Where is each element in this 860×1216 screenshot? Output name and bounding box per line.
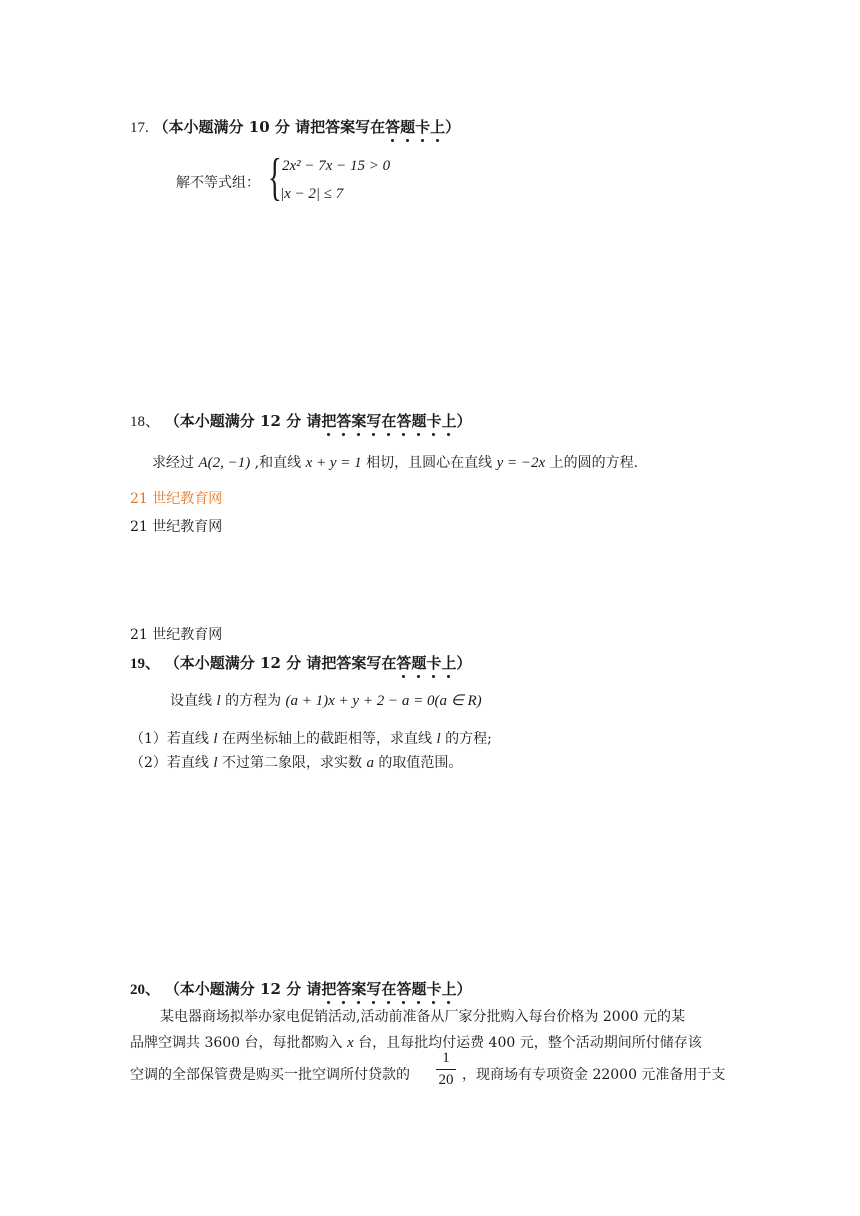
q18-tangent-line: x + y = 1 — [305, 455, 362, 471]
q20-header-suffix: ） — [456, 980, 472, 998]
q18-text: 上的圆的方程. — [545, 455, 639, 471]
q19-part-label: （2） — [130, 755, 167, 771]
system-brace: { — [268, 149, 282, 206]
q20-line-2 — [130, 1032, 702, 1052]
q20-line-3a: 空调的全部保管费是购买一批空调所付贷款的 — [130, 1067, 410, 1083]
q18-text: 求经过 — [152, 455, 199, 471]
q18-header — [130, 410, 472, 431]
q20-line-3b: ，现商场有专项资金 22000 元准备用于支 — [462, 1067, 726, 1083]
q17-dotted-char: 题 — [400, 118, 416, 136]
q20-instr-plain: 请 — [306, 980, 322, 998]
q20-dotted-char: 题 — [411, 980, 427, 998]
q18-text: 相切，且圆心在直线 — [361, 455, 497, 471]
q19-text: 的取值范围。 — [373, 755, 463, 771]
q17-header-prefix: （本小题满分 10 分 — [153, 118, 296, 136]
q18-text: ,和直线 — [250, 455, 306, 471]
q17-header — [130, 116, 460, 137]
q19-line-equation: (a + 1)x + y + 2 − a = 0(a ∈ R) — [285, 693, 482, 709]
q19-text: 的方程为 — [220, 693, 286, 709]
fraction-bar — [436, 1069, 456, 1070]
q19-header-prefix: （本小题满分 12 分 — [164, 654, 307, 672]
q18-point: A(2, −1) — [198, 455, 251, 471]
q19-stem — [170, 690, 482, 710]
q18-statement — [152, 452, 638, 472]
q20-dotted-char: 卡 — [426, 980, 442, 998]
q17-prompt: 解不等式组： — [176, 175, 260, 191]
q18-dotted-char: 案 — [351, 412, 367, 430]
q20-line-1: 某电器商场拟举办家电促销活动,活动前准备从厂家分批购入每台价格为 2000 元的某 — [160, 1009, 685, 1025]
q20-text: 台，且每批均付运费 400 元，整个活动期间所付储存该 — [353, 1035, 702, 1051]
watermark-text: 21 世纪教育网 — [130, 491, 223, 507]
q18-number: 18、 — [130, 414, 161, 430]
q19-text: 在两坐标轴上的截距相等，求直线 — [217, 731, 437, 747]
q20-dotted-char: 答 — [336, 980, 352, 998]
q18-dotted-char: 把 — [321, 412, 337, 430]
q20-number: 20、 — [130, 982, 161, 998]
q19-dotted-char: 卡 — [426, 654, 442, 672]
q19-line-symbol: l — [436, 731, 441, 747]
q19-instr-plain: 请把答案写在 — [306, 654, 397, 672]
q18-instr-plain: 请 — [306, 412, 322, 430]
q20-text: 品牌空调共 3600 台，每批都购入 — [130, 1035, 347, 1051]
q19-dotted-char: 上 — [441, 654, 457, 672]
fraction-denominator: 20 — [438, 1072, 454, 1088]
q18-dotted-char: 上 — [441, 412, 457, 430]
q20-variable-x: x — [346, 1035, 354, 1051]
q19-dotted-char: 题 — [411, 654, 427, 672]
q18-dotted-char: 卡 — [426, 412, 442, 430]
q19-text: 的方程; — [440, 731, 492, 747]
q19-text: 若直线 — [166, 755, 214, 771]
q18-center-line: y = −2x — [496, 455, 546, 471]
q19-text: 若直线 — [166, 731, 214, 747]
q18-dotted-char: 答 — [396, 412, 412, 430]
q19-text: 设直线 — [170, 693, 217, 709]
q20-dotted-char: 把 — [321, 980, 337, 998]
q17-dotted-char: 答 — [385, 118, 401, 136]
q17-header-suffix: ） — [445, 118, 461, 136]
q19-dotted-char: 答 — [396, 654, 412, 672]
q17-inequality-1: 2x² − 7x − 15 > 0 — [282, 158, 391, 174]
q19-variable-a: a — [366, 755, 374, 771]
q19-line-symbol: l — [213, 731, 218, 747]
fraction-numerator: 1 — [442, 1050, 450, 1066]
q17-dotted-char: 上 — [430, 118, 446, 136]
q20-dotted-char: 答 — [396, 980, 412, 998]
q19-part-label: （1） — [130, 731, 167, 747]
q17-instr-plain: 请把答案写在 — [295, 118, 386, 136]
q20-dotted-char: 上 — [441, 980, 457, 998]
q18-dotted-char: 答 — [336, 412, 352, 430]
q17-number: 17. — [130, 120, 149, 136]
q18-dotted-char: 在 — [381, 412, 397, 430]
q20-header-prefix: （本小题满分 12 分 — [164, 980, 307, 998]
q18-header-suffix: ） — [456, 412, 472, 430]
q20-header — [130, 978, 472, 999]
q19-header-suffix: ） — [456, 654, 472, 672]
q19-part-1 — [130, 728, 492, 748]
watermark-text: 21 世纪教育网 — [130, 627, 223, 643]
q20-dotted-char: 在 — [381, 980, 397, 998]
q20-dotted-char: 写 — [366, 980, 382, 998]
q19-text: 不过第二象限，求实数 — [217, 755, 367, 771]
q17-dotted-char: 卡 — [415, 118, 431, 136]
q19-part-2 — [130, 752, 462, 772]
q18-dotted-char: 题 — [411, 412, 427, 430]
q18-header-prefix: （本小题满分 12 分 — [164, 412, 307, 430]
q19-number: 19、 — [130, 656, 161, 672]
q19-line-symbol: l — [213, 755, 218, 771]
q20-dotted-char: 案 — [351, 980, 367, 998]
q20-fraction — [434, 1050, 458, 1089]
q18-dotted-char: 写 — [366, 412, 382, 430]
watermark-text: 21 世纪教育网 — [130, 519, 223, 535]
q19-header — [130, 652, 471, 673]
q19-line-symbol: l — [216, 693, 221, 709]
q17-inequality-2: |x − 2| ≤ 7 — [280, 186, 344, 202]
